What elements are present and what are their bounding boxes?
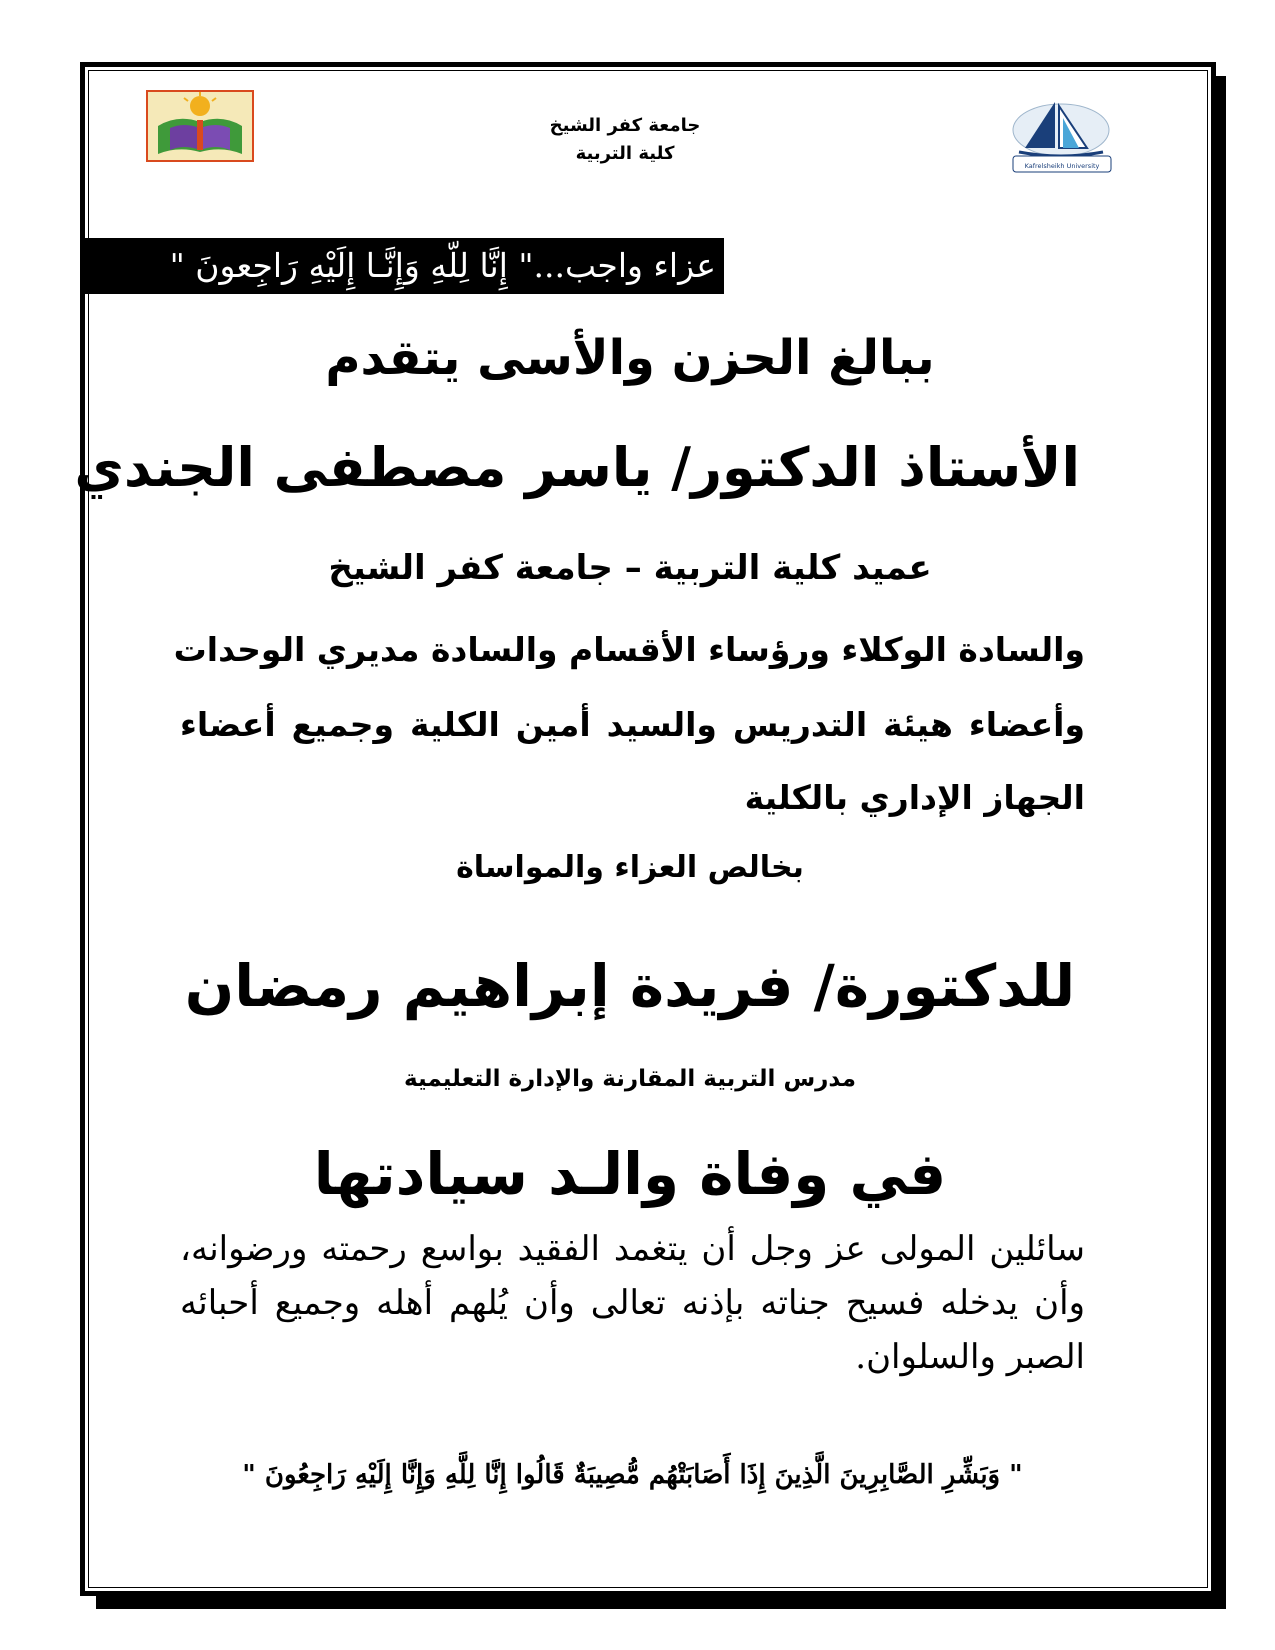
closing-verse: " وَبَشِّرِ الصَّابِرِينَ الَّذِينَ إِذَا أَصَابَتْهُم مُّصِيبَةٌ قَالُوا إِنَّا لِلَّهِ وَإِنَّا إِلَيْهِ رَاجِعُونَ " bbox=[242, 1460, 1023, 1490]
condolence-banner: عزاء واجب..." إِنَّا لِلّهِ وَإِنَّـا إِلَيْهِ رَاجِعونَ " bbox=[80, 238, 724, 294]
occasion-line: في وفاة والـد سيادتها bbox=[313, 1140, 947, 1208]
participants-line-2: وأعضاء هيئة التدريس والسيد أمين الكلية وجميع أعضاء bbox=[180, 705, 1085, 744]
kafrelsheikh-university-sail-icon bbox=[1005, 96, 1115, 176]
university-name: جامعة كفر الشيخ bbox=[549, 115, 701, 136]
faculty-of-education-emblem-icon bbox=[146, 90, 254, 162]
participants-line-3: الجهاز الإداري بالكلية bbox=[744, 778, 1085, 817]
prayer-paragraph: سائلين المولى عز وجل أن يتغمد الفقيد بواسع رحمته ورضوانه، وأن يدخله فسيح جناته بإذنه تعالى وأن يُلهم أهله وجميع أحبائه الصبر والسلوان. bbox=[180, 1229, 1085, 1377]
grief-line: ببالغ الحزن والأسى يتقدم bbox=[325, 330, 935, 386]
recipient-name: للدكتورة/ فريدة إبراهيم رمضان bbox=[184, 952, 1076, 1020]
dean-line: عميد كلية التربية – جامعة كفر الشيخ bbox=[328, 548, 932, 588]
condolence-line: بخالص العزاء والمواساة bbox=[456, 850, 804, 885]
participants-line-1: والسادة الوكلاء ورؤساء الأقسام والسادة مديري الوحدات bbox=[173, 630, 1085, 669]
faculty-name: كلية التربية bbox=[575, 143, 675, 164]
professor-line: الأستاذ الدكتور/ ياسر مصطفى الجندي bbox=[74, 436, 1080, 499]
recipient-title: مدرس التربية المقارنة والإدارة التعليمية bbox=[404, 1066, 856, 1092]
header-block bbox=[460, 112, 790, 168]
university-logo-caption: Kafrelsheikh University bbox=[1024, 162, 1100, 170]
